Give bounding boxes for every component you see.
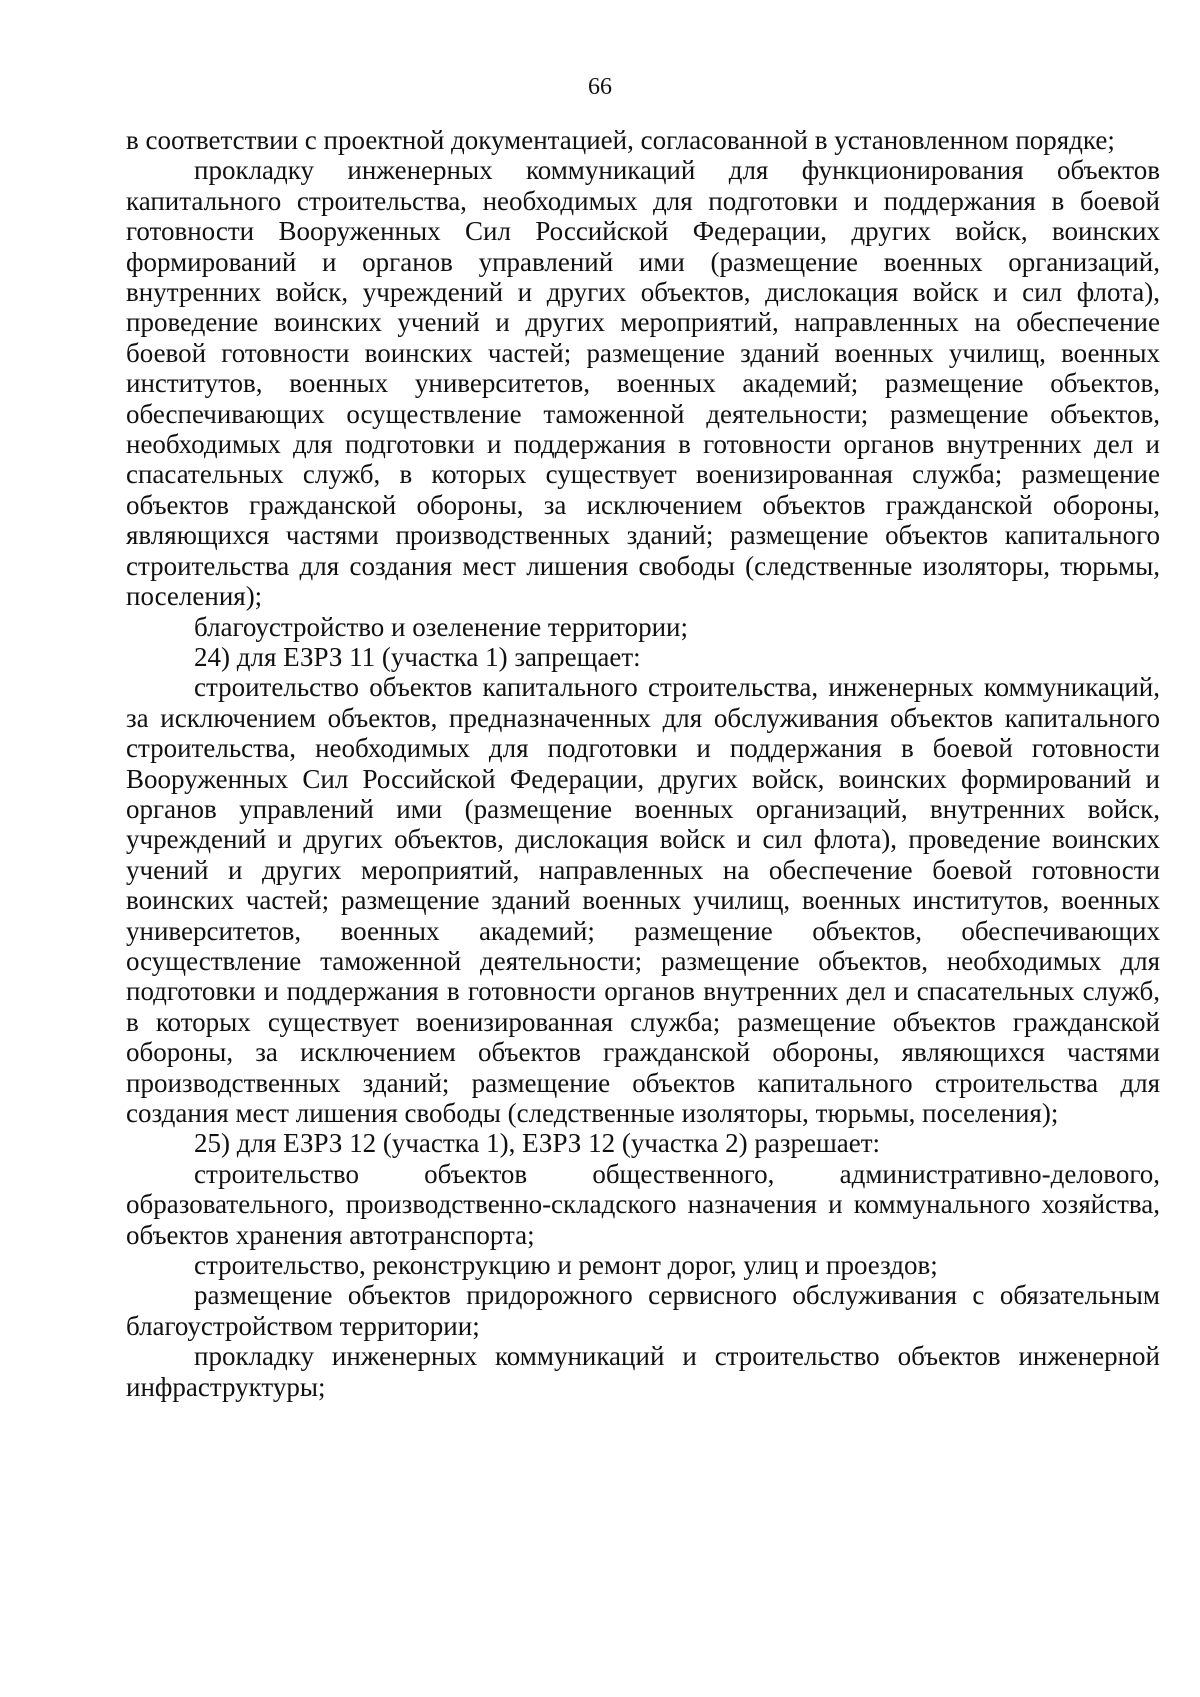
paragraph-construction-objects: строительство объектов общественного, административно-делового, образовательного, производственно-складского назначения и коммунального хозяйства, объектов хранения автотранспорта; [126,1158,1160,1250]
paragraph-prohibition: строительство объектов капитального строительства, инженерных коммуникаций, за исключением объектов, предназначенных для обслуживания объектов капитального строительства, необходимых для подготовки и поддержания в боевой готовности Вооруженных Сил Российской Федерации, других войск, воинских формирований и органов управлений ими (размещение военных организаций, внутренних войск, учреждений и других объектов, дислокация войск и сил флота), проведение воинских учений и других мероприятий, направленных на обеспечение боевой готовности воинских частей; размещение зданий военных училищ, военных институтов, военных университетов, военных академий; размещение объектов, обеспечивающих осуществление таможенной деятельности; размещение объектов, необходимых для подготовки и поддержания в готовности органов внутренних дел и спасательных служб, в которых существует военизированная служба; размещение объектов гражданской обороны, за исключением объектов гражданской обороны, являющихся частями производственных зданий; размещение объектов капитального строительства для создания мест лишения свободы (следственные изоляторы, тюрьмы, поселения); [126,672,1160,1128]
paragraph-engineering-communications: прокладку инженерных коммуникаций для функционирования объектов капитального строительства, необходимых для подготовки и поддержания в боевой готовности Вооруженных Сил Российской Федерации, других войск, воинских формирований и органов управлений ими (размещение военных организаций, внутренних войск, учреждений и других объектов, дислокация войск и сил флота), проведение воинских учений и других мероприятий, направленных на обеспечение боевой готовности воинских частей; размещение зданий военных училищ, военных институтов, военных университетов, военных академий; размещение объектов, обеспечивающих осуществление таможенной деятельности; размещение объектов, необходимых для подготовки и поддержания в готовности органов внутренних дел и спасательных служб, в которых существует военизированная служба; размещение объектов гражданской обороны, за исключением объектов гражданской обороны, являющихся частями производственных зданий; размещение объектов капитального строительства для создания мест лишения свободы (следственные изоляторы, тюрьмы, поселения); [126,155,1160,612]
paragraph-item-24: 24) для ЕЗРЗ 11 (участка 1) запрещает: [194,641,641,672]
paragraph-infrastructure: прокладку инженерных коммуникаций и строительство объектов инженерной инфраструктуры; [126,1341,1160,1402]
paragraph-landscaping: благоустройство и озеленение территории; [194,611,689,642]
paragraph-roadside-service: размещение объектов придорожного сервисного обслуживания с обязательным благоустройством территории; [126,1280,1160,1341]
document-body [126,125,1160,1402]
paragraph-roads: строительство, реконструкцию и ремонт дорог, улиц и проездов; [194,1250,938,1281]
page-number: 66 [588,74,612,100]
paragraph-continuation: в соответствии с проектной документацией, согласованной в установленном порядке; [126,125,1115,155]
paragraph-item-25: 25) для ЕЗРЗ 12 (участка 1), ЕЗРЗ 12 (участка 2) разрешает: [194,1128,881,1159]
